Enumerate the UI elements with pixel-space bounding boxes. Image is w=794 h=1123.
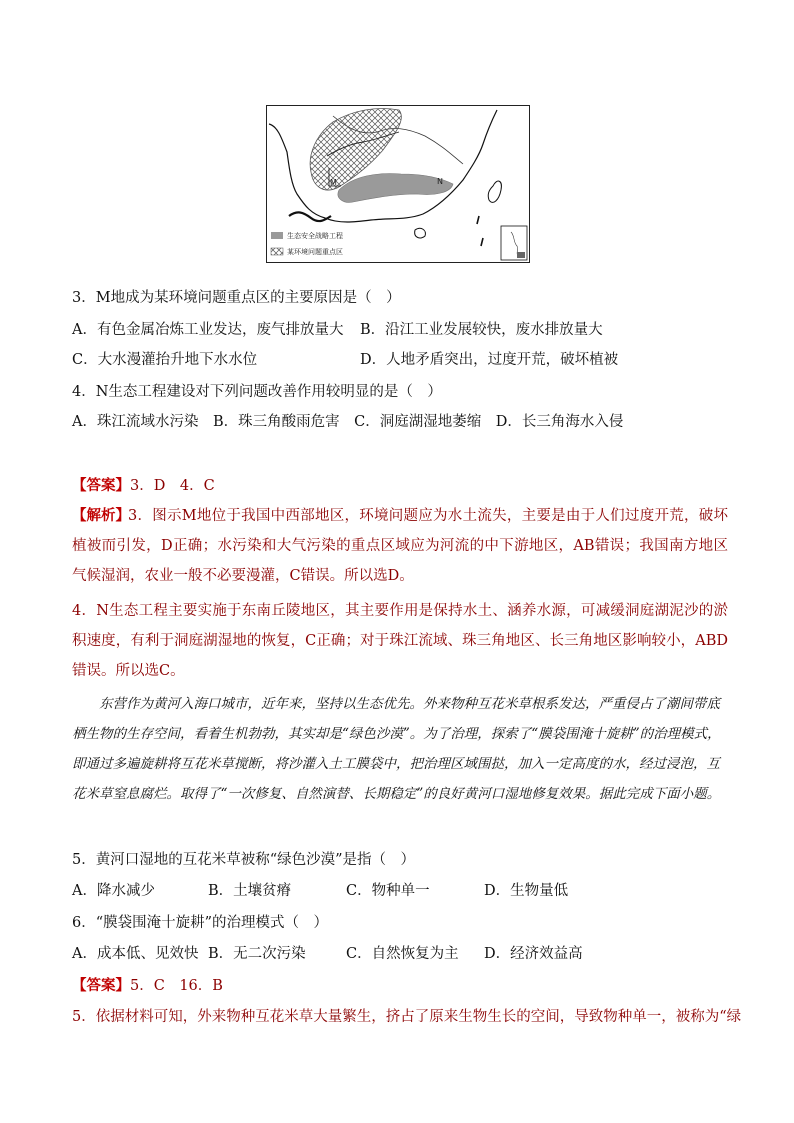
question-6-option-b: B．无二次污染 [208,946,306,962]
legend-label-2: 某环境问题重点区 [287,248,343,256]
question-3-stem: 3．M地成为某环境问题重点区的主要原因是（ ） [72,290,401,306]
answer-tag: 【答案】 [72,477,130,494]
question-6-option-a: A．成本低、见效快 [72,946,199,962]
question-5-option-b: B．土壤贫瘠 [208,883,292,899]
question-6-stem: 6．“膜袋围淹十旋耕”的治理模式（ ） [72,915,329,931]
reading-passage: 东营作为黄河入海口城市，近年来，坚持以生态优先。外来物种互花米草根系发达，严重侵占了潮间带底栖生物的生存空间，看着生机勃勃，其实却是“绿色沙漠”。为了治理，探索了“膜袋围淹十旋耕”的治理模式，即通过多遍旋耕将互花米草搅断，将沙灌入土工膜袋中，把治理区域围挞，加入一定高度的水，经过浸泡，互花米草窒息腐烂。取得了“一次修复、自然演替、长期稳定”的良好黄河口湿地修复效果。据此完成下面小题。 [72,696,721,802]
answer-text: 3．D 4．C [130,478,215,494]
question-3-option-a: A．有色金属冶炼工业发达，废气排放量大 [72,322,344,338]
answer-text-2: 5．C 16．B [130,978,223,994]
map-label-n: N [437,177,443,186]
question-5-stem: 5．黄河口湿地的互花米草被称“绿色沙漠”是指（ ） [72,852,416,868]
question-4-options: A．珠江流域水污染 B．珠三角酸雨危害 C．洞庭湖湿地萎缩 D．长三角海水入侵 [72,414,624,430]
question-4-stem: 4．N生态工程建设对下列问题改善作用较明显的是（ ） [72,384,442,400]
analysis-tag: 【解析】 [72,507,130,524]
question-5-option-c: C．物种单一 [346,883,430,899]
analysis-paragraph-3: 3．图示M地位于我国中西部地区，环境问题应为水土流失，主要是由于人们过度开荒，破坏植被而引发，D正确；水污染和大气污染的重点区域应为河流的中下游地区，AB错误；我国南方地区气候湿润，农业一般不必要漫灌，C错误。所以选D。 [72,508,728,584]
legend-label-1: 生态安全战略工程 [287,232,343,240]
question-3-option-b: B．沿江工业发展较快，废水排放量大 [360,322,603,338]
question-5-option-a: A．降水减少 [72,883,155,899]
map-figure [266,105,530,263]
question-3-option-d: D．人地矛盾突出，过度开荒，破坏植被 [360,352,619,368]
answer-tag-2: 【答案】 [72,977,130,994]
question-6-option-c: C．自然恢复为主 [346,946,459,962]
answer-block-2 [72,976,223,996]
question-6-option-d: D．经济效益高 [484,946,583,962]
analysis-paragraph-4: 4．N生态工程主要实施于东南丘陵地区，其主要作用是保持水土、涵养水源，可减缓洞庭湖泥沙的淤积速度，有利于洞庭湖湿地的恢复，C正确；对于珠江流域、珠三角地区、长三角地区影响较小，ABD错误。所以选C。 [72,603,728,679]
answer-block-1 [72,476,215,496]
map-label-m: M [330,178,337,187]
analysis-paragraph-5: 5．依据材料可知，外来物种互花米草大量繁生，挤占了原来生物生长的空间，导致物种单一，被称为“绿 [72,1009,742,1025]
question-3-option-c: C．大水漫灌抬升地下水水位 [72,352,258,368]
question-5-option-d: D．生物量低 [484,883,569,899]
ecological-project-zone [338,174,453,203]
